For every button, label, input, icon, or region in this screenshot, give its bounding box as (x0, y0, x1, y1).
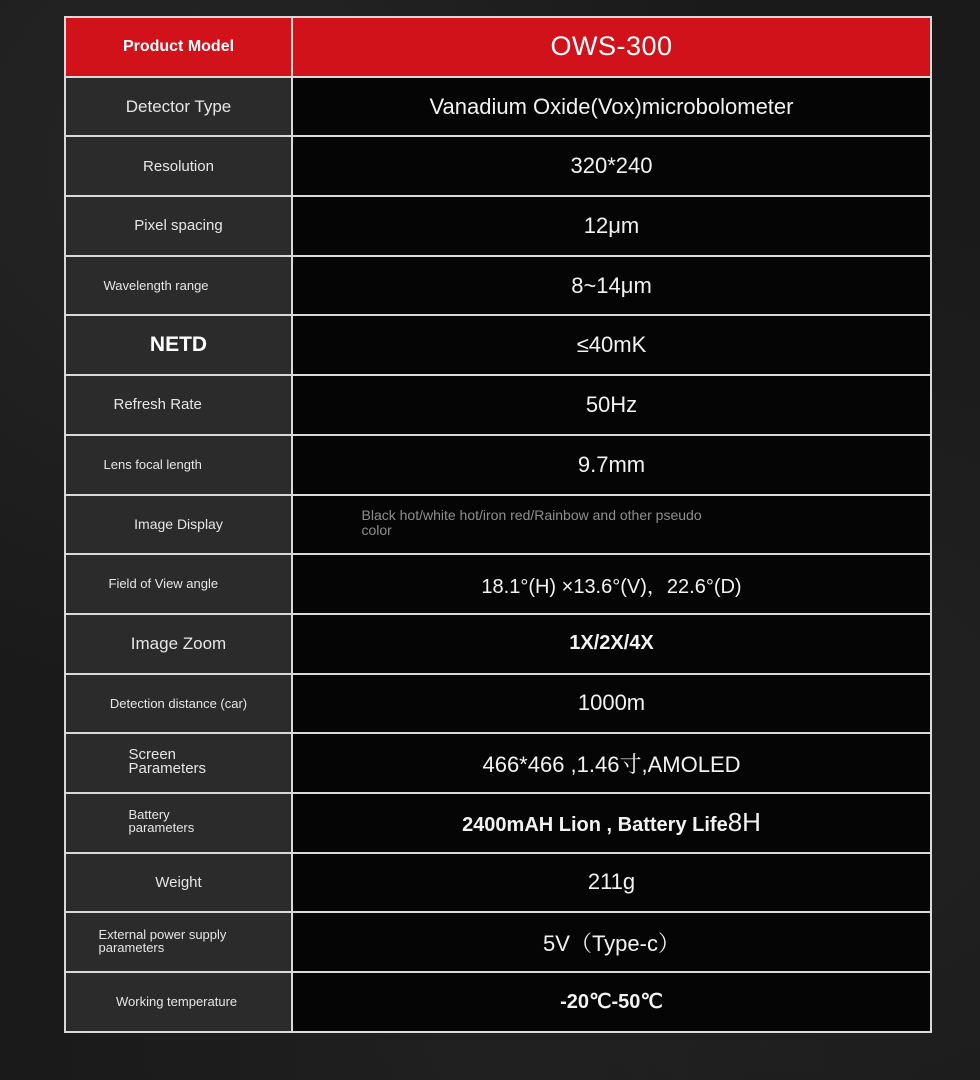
spec-table (64, 16, 932, 1033)
row-value-cell (292, 793, 931, 853)
row-value: ≤40mK (292, 315, 931, 375)
table-row (65, 196, 931, 256)
row-label: Detection distance (car) (65, 674, 292, 734)
table-row (65, 495, 931, 555)
table-row (65, 733, 931, 793)
row-label: Weight (65, 853, 292, 913)
row-value: 211g (292, 853, 931, 913)
row-value-cell (292, 495, 931, 555)
row-label-cell (65, 256, 292, 316)
row-label: Field of View angle (108, 576, 219, 592)
row-label-cell (65, 375, 292, 435)
battery-life-hours: 8H (727, 807, 761, 838)
row-value: Black hot/white hot/iron red/Rainbow and other pseudo color (361, 507, 702, 539)
table-row (65, 853, 931, 913)
row-label: Screen Parameters (128, 746, 207, 778)
table-row (65, 435, 931, 495)
row-value: 8~14μm (292, 256, 931, 316)
row-label: Image Zoom (65, 614, 292, 674)
row-value: 1000m (292, 674, 931, 734)
product-model-value: OWS-300 (292, 17, 931, 77)
row-value: 320*240 (292, 136, 931, 196)
table-row (65, 136, 931, 196)
row-label: NETD (65, 315, 292, 375)
row-label: Resolution (65, 136, 292, 196)
table-row (65, 793, 931, 853)
row-label-cell (65, 435, 292, 495)
row-value: Vanadium Oxide(Vox)microbolometer (292, 77, 931, 137)
row-label: Image Display (65, 495, 292, 555)
header-label: Product Model (65, 17, 292, 77)
row-label-cell (65, 793, 292, 853)
row-value: 5V（Type-c） (292, 912, 931, 972)
table-row (65, 972, 931, 1032)
row-label-cell (65, 554, 292, 614)
table-row (65, 256, 931, 316)
row-label: Battery parameters (128, 807, 195, 836)
row-value: -20℃-50℃ (292, 972, 931, 1032)
row-label-cell (65, 972, 292, 1032)
row-label-cell (65, 733, 292, 793)
row-value: 18.1°(H) ×13.6°(V)，22.6°(D) (292, 554, 931, 614)
row-label: Lens focal length (103, 456, 202, 472)
row-value: 50Hz (292, 375, 931, 435)
table-row (65, 912, 931, 972)
table-row (65, 17, 931, 77)
table-row (65, 315, 931, 375)
row-value: 466*466 ,1.46寸,AMOLED (292, 733, 931, 793)
row-value: 1X/2X/4X (292, 614, 931, 674)
table-row (65, 77, 931, 137)
row-value: 2400mAH Lion , Battery Life (462, 814, 728, 837)
row-label: External power supply parameters (98, 926, 227, 955)
table-row (65, 674, 931, 734)
row-label-cell (65, 912, 292, 972)
table-row (65, 614, 931, 674)
row-value: 12μm (292, 196, 931, 256)
table-row (65, 554, 931, 614)
row-label: Detector Type (65, 77, 292, 137)
row-label: Pixel spacing (65, 196, 292, 256)
row-label: Wavelength range (103, 277, 209, 293)
row-label: Working temperature (116, 993, 238, 1009)
row-value: 9.7mm (292, 435, 931, 495)
table-row (65, 375, 931, 435)
row-label: Refresh Rate (113, 395, 202, 413)
